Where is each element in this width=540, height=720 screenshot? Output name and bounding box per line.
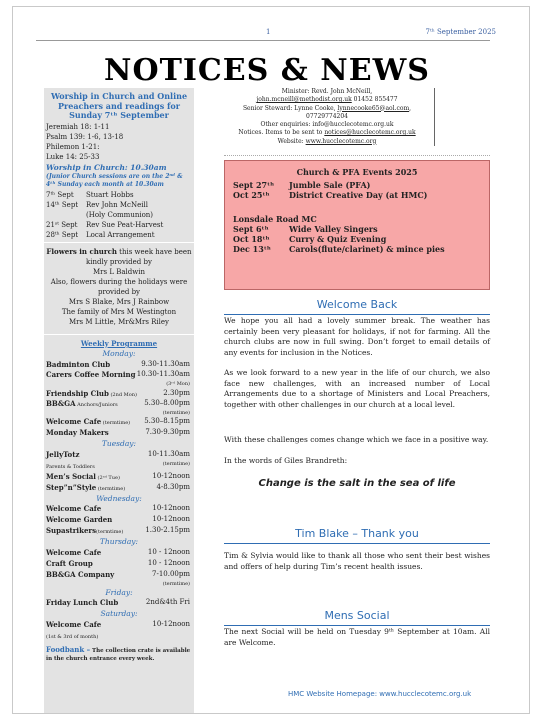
activity-name: Craft Group — [46, 558, 93, 568]
mens-social-heading: Mens Social — [324, 609, 390, 622]
enquiries-line: Other enquiries: info@hucclecotemc.org.uk — [260, 121, 394, 129]
programme-day: Saturday: — [100, 609, 138, 619]
welcome-paragraph-4: In the words of Giles Brandreth: — [224, 456, 348, 465]
activity-time: (termtime) — [162, 410, 190, 417]
programme-row — [44, 483, 194, 494]
programme-row — [44, 428, 194, 439]
activity-note: (2nd Mon) — [108, 391, 137, 398]
event-date: Oct 25ᵗʰ — [233, 190, 270, 200]
activity-note: (termtime) — [96, 485, 126, 492]
programme-day: Friday: — [105, 587, 133, 597]
website-link[interactable]: www.hucclecotemc.org — [305, 137, 377, 145]
welcome-paragraph-1: We hope you all had a lovely summer break. The weather has certainly been very pleasant for holidays, if not for farming. All the church clubs are now in full swing. Don’t forget to email details of any events for inclusion in the Notices. — [224, 316, 490, 357]
tim-text: Tim & Sylvia would like to thank all those who sent their best wishes and offers of help during Tim’s recent health issues. — [224, 551, 490, 571]
issue-date: 7ᵗʰ September 2025 — [425, 28, 496, 36]
programme-activity — [46, 620, 101, 631]
activity-time: 5.30–8.00pm — [144, 399, 190, 408]
activity-note: (termtime) — [96, 529, 124, 536]
programme-activity — [46, 370, 135, 381]
activity-name: Friday Lunch Club — [46, 598, 119, 608]
event-row — [233, 244, 489, 254]
welcome-paragraph-2: As we look forward to a new year in the life of our church, we also face new challenges, with an increased number of Local Arrangements due to a shortage of Ministers and Local Preachers, together with other challenges in our church at a local level. — [224, 368, 490, 409]
flowers-line: Mrs S Blake, Mrs J Rainbow — [68, 298, 170, 307]
website-label: Website: — [277, 137, 306, 145]
worship-heading: Worship in Church and Online — [50, 91, 188, 101]
preacher-name: Rev Sue Peat-Harvest — [86, 220, 164, 229]
activity-name: Badminton Club — [46, 359, 111, 369]
programme-activity — [46, 461, 95, 472]
reading-item: Jeremiah 18: 1-11 — [46, 122, 110, 131]
preacher-date: 7ᵗʰ Sept — [46, 190, 74, 199]
events-list — [225, 180, 489, 200]
preacher-name: Rev John McNeill — [86, 200, 148, 209]
programme-row — [44, 399, 194, 410]
activity-name: Welcome Cafe — [46, 504, 102, 514]
activity-name: BB&GA Company — [46, 569, 115, 579]
notices-label: Notices. Items to be sent to — [238, 129, 325, 137]
programme-row — [44, 360, 194, 371]
event-row — [233, 224, 489, 234]
activity-name: Welcome Garden — [46, 515, 113, 525]
activity-note: (2ⁿᵈ Tue) — [95, 474, 120, 481]
steward-line — [224, 105, 430, 122]
programme-activity — [46, 483, 125, 494]
programme-row — [44, 381, 194, 388]
event-date: Sept 6ᵗʰ — [233, 224, 269, 234]
activity-name: Friendship Club — [46, 388, 109, 398]
foodbank-text: The collection crate is available in the church entrance every week. — [46, 647, 191, 662]
programme-activity — [46, 399, 118, 410]
flowers-text: this week have been kindly provided by — [86, 248, 192, 267]
tim-heading: Tim Blake – Thank you — [295, 527, 419, 540]
programme-day: Monday: — [102, 348, 136, 358]
flowers-line: The family of Mrs M Westington — [61, 308, 177, 317]
programme-activity — [46, 548, 101, 559]
programme-row — [44, 581, 194, 588]
programme-activity — [46, 389, 137, 400]
lonsdale-heading: Lonsdale Road MC — [233, 214, 317, 224]
programme-activity — [46, 631, 98, 642]
minister-email-link[interactable]: john.mcneill@methodist.org.uk — [256, 96, 352, 104]
programme-row — [44, 559, 194, 570]
activity-name: JellyTotz — [46, 449, 80, 459]
flowers-note — [44, 247, 194, 268]
weekly-programme-heading: Weekly Programme — [80, 338, 158, 348]
activity-time: 1.30-2.15pm — [145, 526, 190, 535]
events-heading: Church & PFA Events 2025 — [296, 167, 418, 177]
activity-note: (termtime) — [101, 420, 131, 427]
activity-note: Anchors/Juniors — [75, 402, 118, 409]
programme-row — [44, 570, 194, 581]
divider — [44, 242, 194, 243]
activity-time: 10-12noon — [152, 619, 190, 628]
church-time: Worship in Church: 10.30am — [46, 162, 167, 172]
section-rule — [224, 314, 490, 315]
programme-activity — [46, 570, 114, 581]
programme-row — [44, 598, 194, 609]
preacher-name: Local Arrangement — [86, 230, 155, 239]
activity-time: 7.30-9.30pm — [145, 428, 190, 437]
programme-row — [44, 620, 194, 631]
programme-row — [44, 410, 194, 417]
reading-item: Luke 14: 25-33 — [46, 152, 100, 161]
welcome-paragraph-3: With these challenges comes change which we face in a positive way. — [224, 435, 489, 444]
flowers-line: Mrs M Little, Mr&Mrs Riley — [69, 318, 169, 327]
readings-list — [44, 123, 194, 163]
programme-row — [44, 472, 194, 483]
programme-row — [44, 548, 194, 559]
programme-activity — [46, 504, 101, 515]
vertical-divider — [434, 88, 435, 146]
activity-name: Step”n”Style — [46, 482, 97, 492]
activity-time: (termtime) — [162, 460, 190, 467]
programme-row — [44, 389, 194, 400]
programme-day: Wednesday: — [96, 493, 142, 503]
programme-row — [44, 631, 194, 642]
preacher-date: 14ᵗʰ Sept — [46, 200, 79, 209]
junior-church-note: (Junior Church sessions are on the 2ⁿᵈ & 4ᵗʰ Sunday each month at 10.30am — [46, 173, 183, 188]
event-title: Wide Valley Singers — [289, 224, 378, 234]
activity-time: 2nd&4th Fri — [145, 598, 190, 607]
activity-name: Monday Makers — [46, 428, 109, 438]
activity-time: 10-11.30am — [147, 449, 190, 458]
programme-row — [44, 461, 194, 472]
preachers-list — [44, 191, 194, 241]
programme-activity — [46, 472, 120, 483]
sidebar — [44, 88, 194, 713]
activity-time: 10 - 12noon — [147, 558, 190, 567]
activity-time: 4-8.30pm — [156, 482, 190, 491]
steward-email-link[interactable]: lynnecooke65@aol.com — [337, 104, 410, 112]
activity-time: (termtime) — [162, 580, 190, 587]
notices-email-link[interactable]: notices@hucclecotemc.org.uk — [324, 129, 416, 137]
page-number: 1 — [266, 28, 271, 36]
activity-time: 2.30pm — [163, 388, 190, 397]
flowers-line: Also, flowers during the holidays were provided by — [50, 278, 188, 297]
activity-name: Welcome Cafe — [46, 547, 102, 557]
activity-note: (1st & 3rd of month) — [46, 633, 99, 640]
programme-day: Tuesday: — [101, 439, 137, 449]
preacher-date: 21ˢᵗ Sept — [46, 220, 78, 229]
activity-time: 9.30-11.30am — [141, 359, 190, 368]
minister-line: Minister: Revd. John McNeill, — [281, 88, 373, 95]
programme-activity — [46, 526, 123, 537]
activity-time: 10-12noon — [152, 471, 190, 480]
event-date: Oct 18ᵗʰ — [233, 234, 270, 244]
weekly-programme — [44, 349, 194, 642]
foodbank-note — [44, 645, 194, 663]
event-title: District Creative Day (at HMC) — [289, 190, 428, 200]
steward-phone: , 07729774204 — [306, 104, 412, 120]
preacher-row — [46, 201, 194, 211]
programme-row — [44, 526, 194, 537]
divider — [44, 334, 194, 335]
flowers-line: Mrs L Baldwin — [93, 268, 145, 277]
section-rule — [224, 625, 490, 626]
foodbank-label: Foodbank – — [46, 644, 91, 654]
programme-row — [44, 515, 194, 526]
steward-label: Senior Steward: Lynne Cooke, — [242, 104, 338, 112]
programme-activity — [46, 428, 109, 439]
notices-line — [224, 129, 430, 137]
event-date: Dec 13ᵗʰ — [233, 244, 271, 254]
programme-activity — [46, 450, 79, 461]
preacher-date — [46, 211, 86, 221]
quote: Change is the salt in the sea of life — [258, 478, 456, 489]
contact-block — [224, 88, 430, 146]
flowers-label: Flowers in church — [46, 247, 117, 257]
dotted-divider — [224, 155, 490, 156]
activity-time: (3ʳᵈ Mon) — [166, 381, 190, 388]
lonsdale-events-list — [225, 224, 489, 254]
preacher-row — [46, 191, 194, 201]
minister-phone: 01452 855477 — [351, 96, 398, 104]
programme-row — [44, 370, 194, 381]
preacher-row — [46, 221, 194, 231]
activity-name: Welcome Cafe — [46, 619, 102, 629]
preacher-name: Stuart Hobbs — [86, 190, 134, 199]
events-box — [224, 160, 490, 290]
mens-social-text: The next Social will be held on Tuesday 9ᵗʰ September at 10am. All are Welcome. — [224, 627, 490, 647]
activity-name: Carers Coffee Morning — [46, 370, 136, 380]
activity-time: 10 - 12noon — [147, 547, 190, 556]
readings-heading: Preachers and readings for Sunday 7ᵗʰ September — [58, 100, 180, 121]
event-row — [233, 234, 489, 244]
event-row — [233, 190, 489, 200]
event-title: Curry & Quiz Evening — [289, 234, 387, 244]
programme-activity — [46, 515, 112, 526]
reading-item: Psalm 139: 1-6, 13-18 — [46, 132, 124, 141]
welcome-heading: Welcome Back — [316, 298, 398, 311]
activity-time: 7-10.00pm — [152, 569, 190, 578]
activity-time: 10-12noon — [152, 504, 190, 513]
programme-activity — [46, 417, 130, 428]
programme-row — [44, 450, 194, 461]
section-rule — [224, 543, 490, 544]
website-line — [224, 138, 430, 146]
programme-activity — [46, 559, 93, 570]
minister-contact — [224, 96, 430, 104]
activity-name: BB&GA — [46, 399, 76, 409]
event-title: Carols(flute/clarinet) & mince pies — [289, 244, 445, 254]
activity-time: 10.30-11.30am — [136, 370, 190, 379]
programme-row — [44, 417, 194, 428]
event-row — [233, 180, 489, 190]
header-rule — [36, 40, 490, 41]
preacher-date: 28ᵗʰ Sept — [46, 230, 79, 239]
activity-time: 10-12noon — [152, 515, 190, 524]
programme-day: Thursday: — [99, 537, 139, 547]
activity-time: 5.30–8.15pm — [144, 417, 190, 426]
programme-activity — [46, 360, 110, 371]
preacher-name: (Holy Communion) — [86, 210, 154, 219]
activity-name: Men’s Social — [46, 471, 96, 481]
reading-item: Philemon 1-21: — [46, 142, 100, 151]
activity-name: Supastrikers — [46, 526, 97, 536]
event-date: Sept 27ᵗʰ — [233, 180, 275, 190]
programme-row — [44, 504, 194, 515]
programme-activity — [46, 598, 118, 609]
activity-name: Welcome Cafe — [46, 417, 102, 427]
footer-website[interactable]: HMC Website Homepage: www.hucclecotemc.org.uk — [288, 690, 472, 698]
activity-note: Parents & Toddlers — [46, 463, 95, 470]
event-title: Jumble Sale (PFA) — [289, 180, 371, 190]
preacher-row — [46, 211, 194, 221]
preacher-row — [46, 231, 194, 241]
page-title: NOTICES & NEWS — [104, 53, 430, 88]
